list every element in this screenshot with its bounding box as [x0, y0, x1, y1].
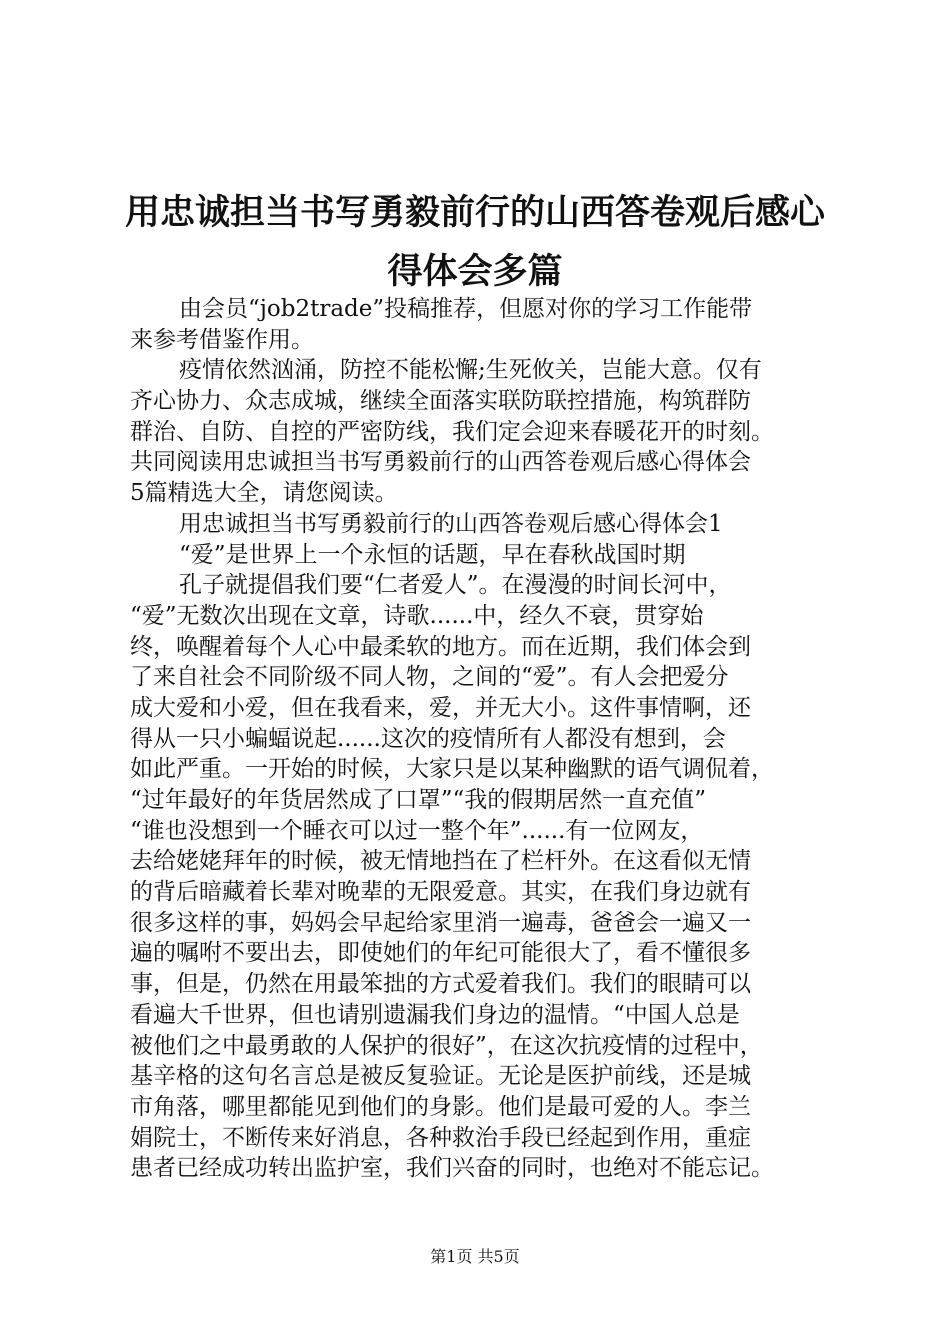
- paragraph-line: 孔子就提倡我们要“仁者爱人”。在漫漫的时间长河中，: [179, 572, 732, 599]
- paragraph-line: “过年最好的年货居然成了口罩”“我的假期居然一直充值”: [130, 787, 707, 813]
- paragraph-line: 终，唤醒着每个人心中最柔软的地方。而在近期，我们体会到: [130, 633, 751, 660]
- paragraph-line: 去给姥姥拜年的时候，被无情地挡在了栏杆外。在这看似无情: [130, 848, 751, 875]
- paragraph-line: 市角落，哪里都能见到他们的身影。他们是最可爱的人。李兰: [130, 1093, 751, 1120]
- paragraph-line: 看遍大千世界，但也请别遗漏我们身边的温情。“中国人总是: [130, 1001, 740, 1028]
- document-title-line-1: 用忠诚担当书写勇毅前行的山西答卷观后感心: [124, 192, 825, 233]
- document-title-line-2: 得体会多篇: [387, 251, 563, 292]
- paragraph-line: 来参考借鉴作用。: [130, 326, 314, 353]
- paragraph-line: 共同阅读用忠诚担当书写勇毅前行的山西答卷观后感心得体会: [130, 449, 751, 476]
- paragraph-line: 如此严重。一开始的时候，大家只是以某种幽默的语气调侃着，: [130, 756, 774, 783]
- paragraph-line: 很多这样的事，妈妈会早起给家里消一遍毒，爸爸会一遍又一: [130, 909, 751, 936]
- paragraph-line: 娟院士，不断传来好消息，各种救治手段已经起到作用，重症: [130, 1124, 751, 1151]
- paragraph-line: 群治、自防、自控的严密防线，我们定会迎来春暖花开的时刻。: [130, 418, 774, 445]
- paragraph-line: 遍的嘱咐不要出去，即使她们的年纪可能很大了，看不懂很多: [130, 940, 751, 967]
- paragraph-line: 事，但是，仍然在用最笨拙的方式爱着我们。我们的眼睛可以: [130, 971, 751, 998]
- paragraph-line: “爱”是世界上一个永恒的话题，早在春秋战国时期: [179, 541, 686, 568]
- paragraph-line: 成大爱和小爱，但在我看来，爱，并无大小。这件事情啊，还: [130, 694, 751, 721]
- paragraph-line: 基辛格的这句名言总是被反复验证。无论是医护前线，还是城: [130, 1063, 751, 1090]
- paragraph-line: 疫情依然汹涌，防控不能松懈;生死攸关，岂能大意。仅有: [179, 357, 762, 384]
- paragraph-line: 齐心协力、众志成城，继续全面落实联防联控措施，构筑群防: [130, 388, 751, 415]
- paragraph-line: 患者已经成功转出监护室，我们兴奋的同时，也绝对不能忘记。: [130, 1155, 774, 1182]
- paragraph-line: 了来自社会不同阶级不同人物，之间的“爱”。有人会把爱分: [130, 664, 729, 691]
- paragraph-line: 5篇精选大全，请您阅读。: [130, 480, 398, 507]
- paragraph-line: 的背后暗藏着长辈对晚辈的无限爱意。其实，在我们身边就有: [130, 879, 751, 906]
- section-heading: 用忠诚担当书写勇毅前行的山西答卷观后感心得体会1: [179, 510, 723, 537]
- document-body: [130, 294, 850, 1184]
- paragraph-line: “爱”无数次出现在文章，诗歌......中，经久不衰，贯穿始: [130, 602, 704, 629]
- paragraph-line: “谁也没想到一个睡衣可以过一整个年”......有一位网友，: [130, 817, 704, 844]
- paragraph-line: 被他们之中最勇敢的人保护的很好”，在这次抗疫情的过程中，: [130, 1032, 763, 1059]
- paragraph-line: 得从一只小蝙蝠说起......这次的疫情所有人都没有想到，会: [130, 725, 726, 752]
- paragraph-line: 由会员“job2trade”投稿推荐，但愿对你的学习工作能带: [179, 296, 753, 322]
- page-footer: 第1页 共5页: [430, 1247, 520, 1266]
